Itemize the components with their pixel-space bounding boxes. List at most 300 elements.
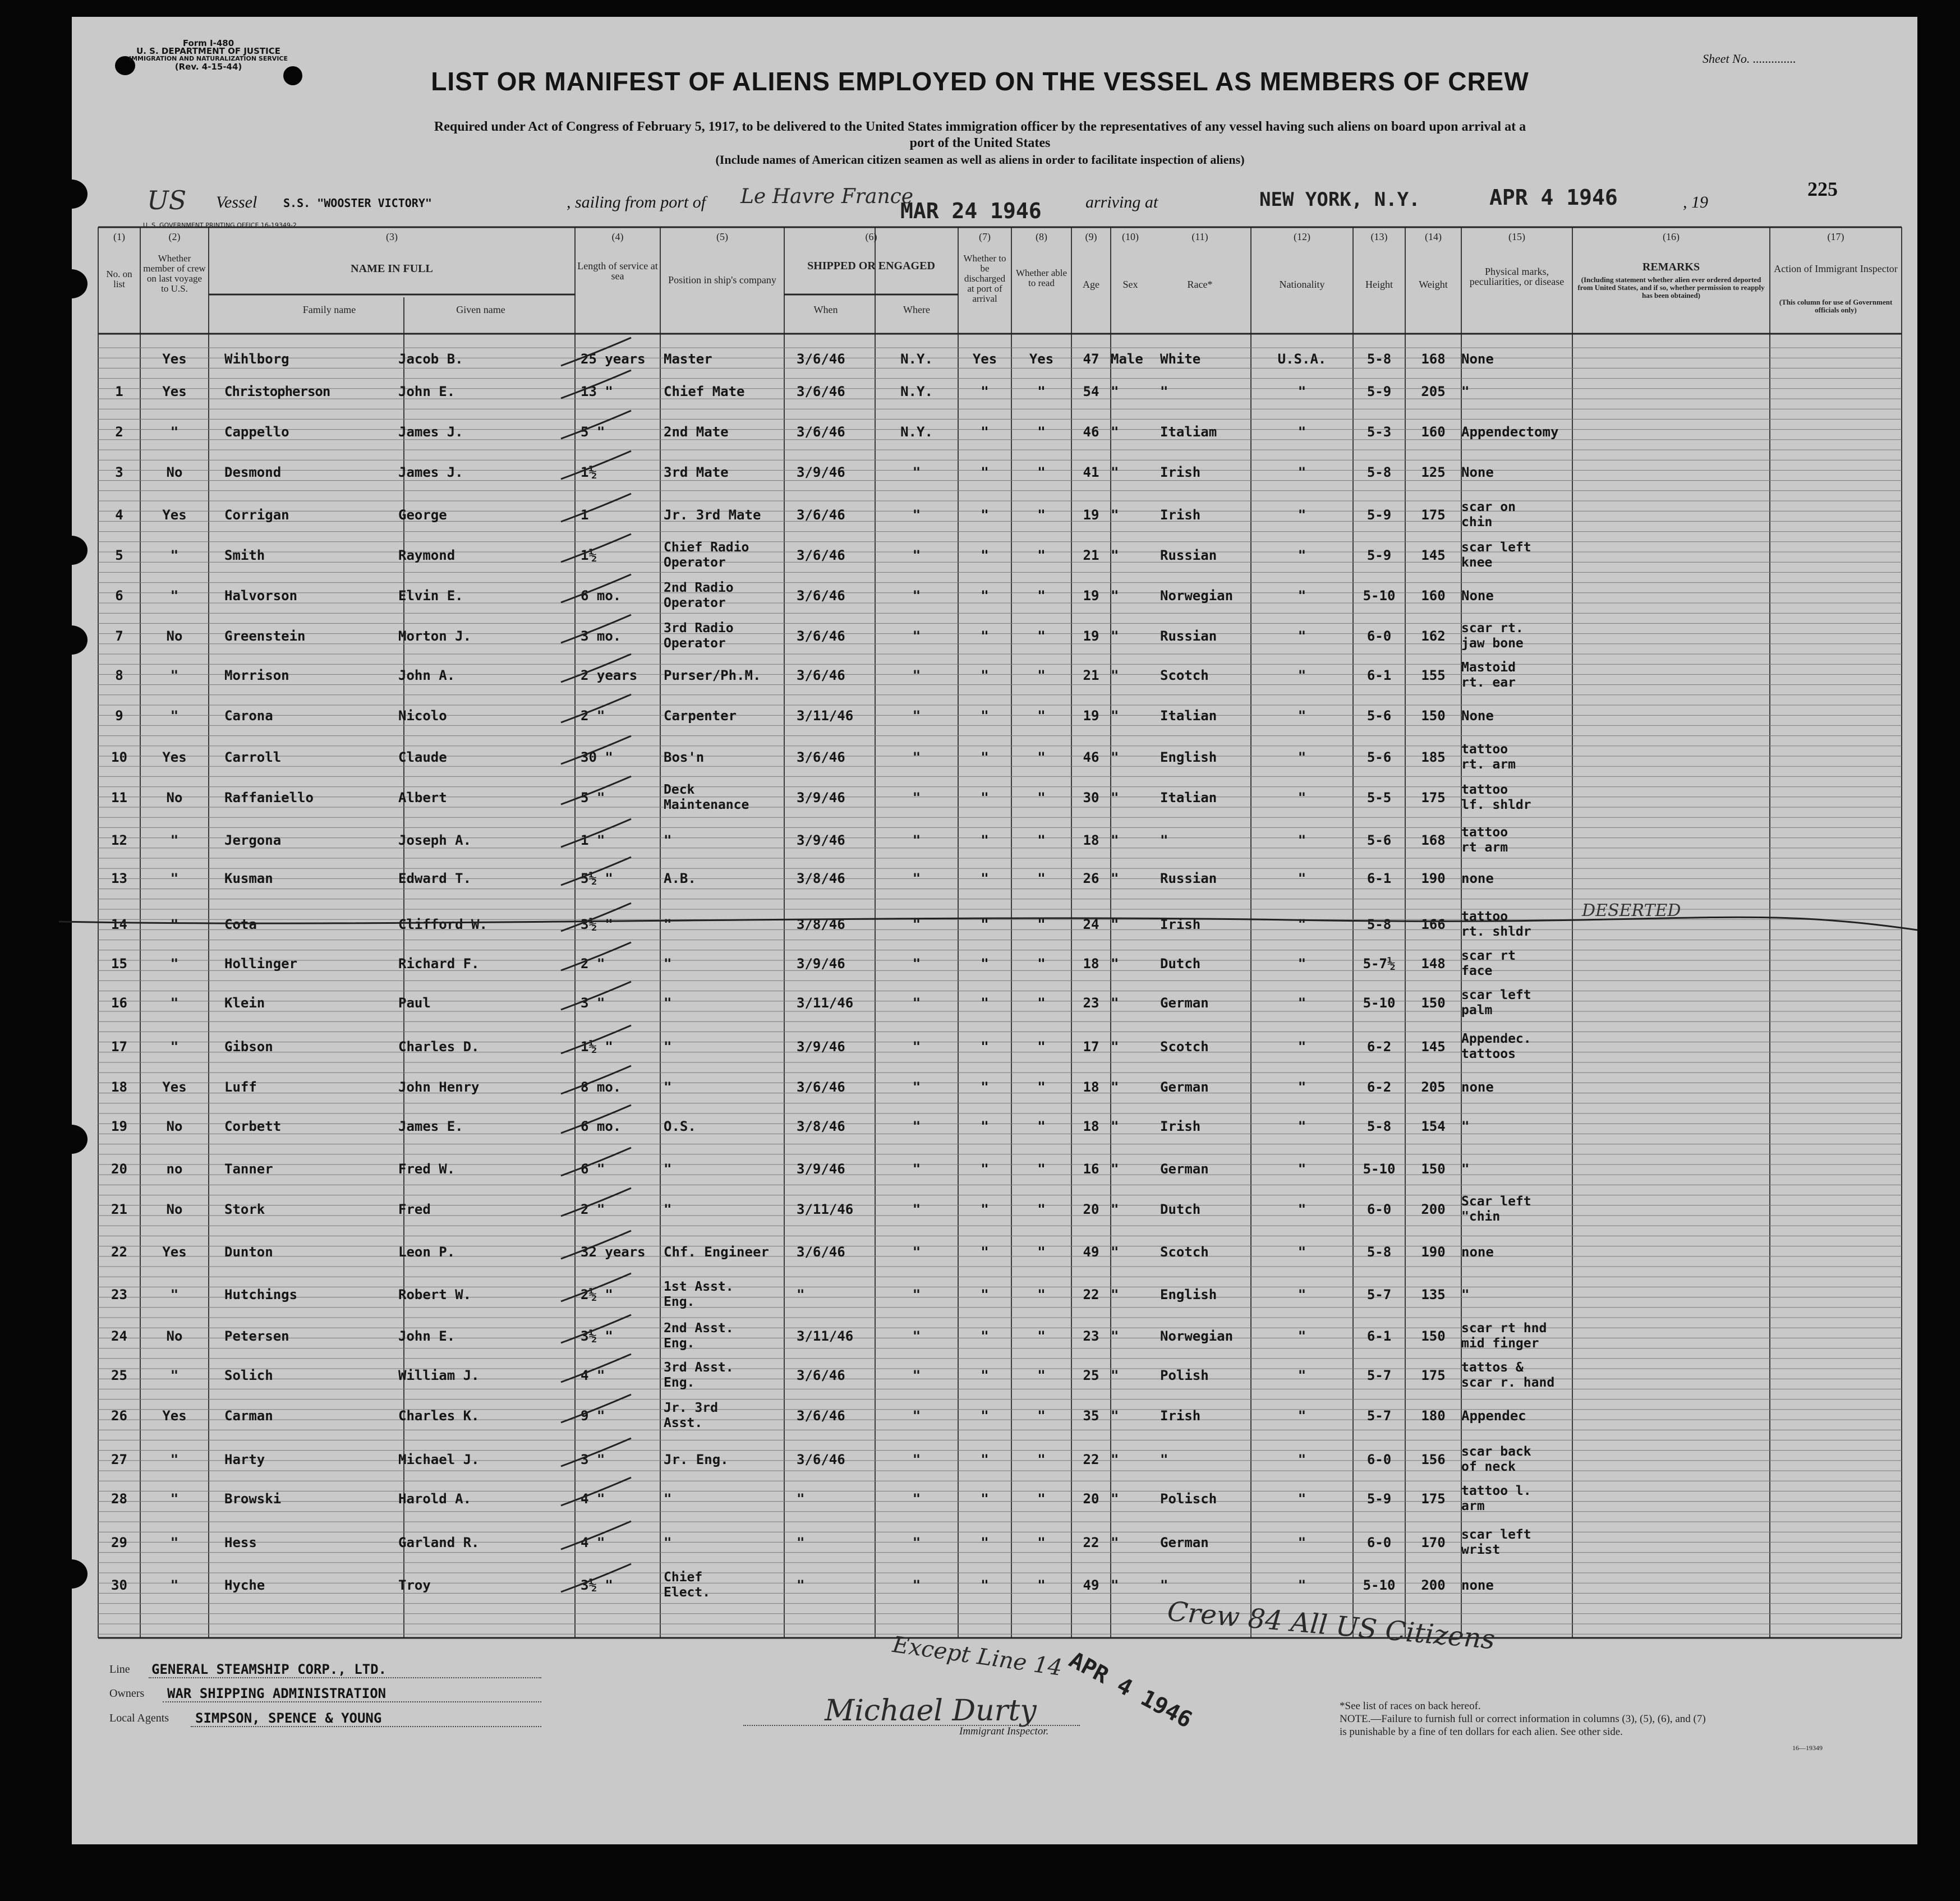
cell-age: 19 <box>1083 628 1099 644</box>
cell-weight: 160 <box>1421 588 1446 604</box>
cell-height: 6-0 <box>1367 1535 1392 1550</box>
cell-given: James E. <box>398 1118 463 1134</box>
cell-read: " <box>1037 1408 1046 1424</box>
cell-where: " <box>912 1491 921 1507</box>
cell-family: Desmond <box>224 464 282 480</box>
service-slash-mark <box>561 857 631 885</box>
cell-disch: " <box>981 547 989 563</box>
cell-family: Petersen <box>224 1328 289 1344</box>
cell-age: 21 <box>1083 547 1099 563</box>
cell-family: Corrigan <box>224 507 289 523</box>
cell-disch: " <box>981 1328 989 1344</box>
column-header: Height <box>1365 279 1393 290</box>
cell-service: 6 " <box>581 1161 605 1177</box>
cell-given: Jacob B. <box>398 351 463 367</box>
cell-marks: scar left wrist <box>1461 1527 1531 1557</box>
cell-race: Scotch <box>1160 1244 1209 1260</box>
cell-position: Jr. Eng. <box>664 1452 729 1467</box>
cell-weight: 200 <box>1421 1202 1446 1217</box>
cell-where: " <box>912 1408 921 1424</box>
cell-sex: " <box>1111 1452 1119 1467</box>
cell-marks: scar rt face <box>1461 949 1516 978</box>
cell-no: 27 <box>111 1452 127 1467</box>
cell-weight: 162 <box>1421 628 1446 644</box>
cell-service: 3½ " <box>581 1328 613 1344</box>
column-subheader: Given name <box>456 304 505 315</box>
cell-family: Kusman <box>224 871 273 886</box>
cell-crew: " <box>170 1577 179 1593</box>
cell-position: 3rd Mate <box>664 464 729 480</box>
cell-weight: 125 <box>1421 464 1446 480</box>
cell-no: 2 <box>115 424 123 440</box>
cell-age: 35 <box>1083 1408 1099 1424</box>
cell-nat: " <box>1298 708 1306 724</box>
cell-service: 6 mo. <box>581 588 622 604</box>
cell-age: 19 <box>1083 507 1099 523</box>
cell-read: " <box>1037 832 1046 848</box>
cell-disch: " <box>981 790 989 805</box>
cell-no: 25 <box>111 1368 127 1383</box>
cell-when: 3/9/46 <box>797 832 845 848</box>
cell-marks: None <box>1461 708 1494 724</box>
cell-no: 7 <box>115 628 123 644</box>
cell-sex: " <box>1111 871 1119 886</box>
cell-height: 5-6 <box>1367 832 1392 848</box>
cell-given: Fred <box>398 1202 431 1217</box>
cell-marks: Appendectomy <box>1461 424 1559 440</box>
cell-when: 3/6/46 <box>797 547 845 563</box>
cell-position: 2nd Mate <box>664 424 729 440</box>
cell-service: 4 " <box>581 1491 605 1507</box>
cell-no: 14 <box>111 917 127 932</box>
column-header: Age <box>1083 279 1099 290</box>
cell-when: 3/6/46 <box>797 749 845 765</box>
cell-service: 1 <box>581 507 589 523</box>
cell-when: 3/8/46 <box>797 871 845 886</box>
cell-when: 3/6/46 <box>797 1079 845 1095</box>
cell-no: 23 <box>111 1287 127 1302</box>
cell-no: 21 <box>111 1202 127 1217</box>
owners-label: Owners <box>109 1687 145 1700</box>
cell-where: " <box>912 790 921 805</box>
cell-position: Chf. Engineer <box>664 1244 769 1260</box>
cell-where: " <box>912 1079 921 1095</box>
cell-read: " <box>1037 1079 1046 1095</box>
cell-sex: " <box>1111 1118 1119 1134</box>
cell-disch: " <box>981 384 989 399</box>
cell-service: 4 " <box>581 1535 605 1550</box>
cell-service: 9 " <box>581 1408 605 1424</box>
cell-no: 12 <box>111 832 127 848</box>
cell-when: 3/6/46 <box>797 628 845 644</box>
cell-given: Claude <box>398 749 447 765</box>
cell-disch: " <box>981 1408 989 1424</box>
cell-read: " <box>1037 1039 1046 1055</box>
cell-given: Paul <box>398 995 431 1011</box>
cell-race: Italian <box>1160 708 1217 724</box>
cell-read: " <box>1037 995 1046 1011</box>
cell-disch: " <box>981 708 989 724</box>
cell-where: " <box>912 1039 921 1055</box>
cell-nat: " <box>1298 1535 1306 1550</box>
cell-marks: " <box>1461 1287 1470 1302</box>
cell-position: " <box>664 1039 672 1055</box>
cell-height: 5-7 <box>1367 1368 1392 1383</box>
cell-crew: " <box>170 424 179 440</box>
column-subheader: Family name <box>302 304 356 315</box>
cell-where: " <box>912 507 921 523</box>
service-slash-mark <box>561 451 631 479</box>
cell-read: " <box>1037 1328 1046 1344</box>
column-number: (11) <box>1191 231 1208 242</box>
cell-given: Charles D. <box>398 1039 480 1055</box>
cell-weight: 150 <box>1421 1328 1446 1344</box>
cell-disch: " <box>981 424 989 440</box>
cell-sex: " <box>1111 790 1119 805</box>
cell-disch: " <box>981 1287 989 1302</box>
note-line-2: is punishable by a fine of ten dollars for each alien. See other side. <box>1340 1726 1623 1738</box>
cell-given: Leon P. <box>398 1244 456 1260</box>
printing-office-code: U. S. GOVERNMENT PRINTING OFFICE 16-19349-2 <box>143 222 297 229</box>
service-slash-mark <box>561 982 631 1010</box>
column-header: Sex <box>1122 279 1138 290</box>
cell-height: 5-6 <box>1367 749 1392 765</box>
cell-service: 3 " <box>581 1452 605 1467</box>
column-number: (16) <box>1663 231 1680 242</box>
service-slash-mark <box>561 736 631 764</box>
cell-service: 2½ " <box>581 1287 613 1302</box>
cell-crew: " <box>170 871 179 886</box>
cell-height: 5-9 <box>1367 1491 1392 1507</box>
cell-sex: " <box>1111 1535 1119 1550</box>
cell-age: 46 <box>1083 749 1099 765</box>
cell-race: Scotch <box>1160 1039 1209 1055</box>
sheet-number-label: Sheet No. .............. <box>1703 52 1796 66</box>
cell-service: 3½ " <box>581 1577 613 1593</box>
cell-race: Norwegian <box>1160 588 1234 604</box>
cell-nat: " <box>1298 995 1306 1011</box>
service-slash-mark <box>561 903 631 931</box>
cell-position: Chief Radio Operator <box>664 540 749 570</box>
cell-height: 5-8 <box>1367 917 1392 932</box>
column-number: (13) <box>1370 231 1388 242</box>
cell-family: Morrison <box>224 668 289 683</box>
cell-no: 20 <box>111 1161 127 1177</box>
cell-service: 8 mo. <box>581 1079 622 1095</box>
cell-age: 25 <box>1083 1368 1099 1383</box>
cell-when: 3/8/46 <box>797 1118 845 1134</box>
service-slash-mark <box>561 1394 631 1423</box>
cell-crew: " <box>170 668 179 683</box>
column-header: Length of service at sea <box>577 260 658 282</box>
cell-disch: " <box>981 749 989 765</box>
cell-nat: " <box>1298 1368 1306 1383</box>
sailing-label: , sailing from port of <box>567 193 706 211</box>
column-number: (1) <box>113 231 125 242</box>
cell-family: Smith <box>224 547 265 563</box>
cell-where: " <box>912 588 921 604</box>
cell-nat: " <box>1298 1161 1306 1177</box>
cell-read: " <box>1037 1244 1046 1260</box>
cell-where: " <box>912 1244 921 1260</box>
cell-when: 3/6/46 <box>797 1244 845 1260</box>
column-number: (9) <box>1085 231 1097 242</box>
cell-when: 3/6/46 <box>797 424 845 440</box>
cell-no: 8 <box>115 668 123 683</box>
cell-marks: scar rt hnd mid finger <box>1461 1321 1547 1351</box>
cell-where: " <box>912 1287 921 1302</box>
cell-where: " <box>912 1368 921 1383</box>
column-header: SHIPPED OR ENGAGED <box>807 260 935 272</box>
cell-marks: none <box>1461 1577 1494 1593</box>
cell-where: " <box>912 464 921 480</box>
cell-disch: " <box>981 917 989 932</box>
cell-service: 2 years <box>581 668 638 683</box>
cell-no: 18 <box>111 1079 127 1095</box>
cell-disch: " <box>981 1535 989 1550</box>
cell-read: " <box>1037 1202 1046 1217</box>
cell-sex: " <box>1111 547 1119 563</box>
cell-age: 19 <box>1083 588 1099 604</box>
cell-marks: tattoo rt. shldr <box>1461 909 1531 939</box>
cell-crew: " <box>170 832 179 848</box>
cell-given: Edward T. <box>398 871 472 886</box>
cell-disch: " <box>981 464 989 480</box>
cell-weight: 168 <box>1421 351 1446 367</box>
service-slash-mark <box>561 1188 631 1216</box>
cell-read: " <box>1037 1491 1046 1507</box>
port-from: Le Havre France <box>740 185 914 208</box>
cell-marks: None <box>1461 464 1494 480</box>
cell-sex: " <box>1111 1244 1119 1260</box>
cell-when: 3/6/46 <box>797 507 845 523</box>
cell-disch: " <box>981 1577 989 1593</box>
cell-crew: No <box>166 790 183 805</box>
cell-weight: 175 <box>1421 1368 1446 1383</box>
cell-sex: " <box>1111 668 1119 683</box>
cell-nat: " <box>1298 1287 1306 1302</box>
cell-no: 19 <box>111 1118 127 1134</box>
cell-crew: " <box>170 1287 179 1302</box>
cell-position: " <box>664 995 672 1011</box>
cell-marks: scar rt. jaw bone <box>1461 621 1524 651</box>
column-header: Physical marks, peculiarities, or disease <box>1469 266 1565 287</box>
cell-no: 22 <box>111 1244 127 1260</box>
inspector-label: Immigrant Inspector. <box>959 1725 1049 1737</box>
cell-service: 2 " <box>581 956 605 972</box>
cell-race: English <box>1160 749 1217 765</box>
cell-race: " <box>1160 384 1168 399</box>
cell-position: Chief Elect. <box>664 1570 711 1600</box>
cell-nat: " <box>1298 1452 1306 1467</box>
column-subheader: Where <box>903 304 930 315</box>
cell-weight: 180 <box>1421 1408 1446 1424</box>
column-number: (5) <box>716 231 728 242</box>
cell-family: Browski <box>224 1491 282 1507</box>
cell-marks: tattoo rt. arm <box>1461 742 1516 772</box>
column-number: (8) <box>1036 231 1047 242</box>
cell-family: Tanner <box>224 1161 273 1177</box>
cell-disch: " <box>981 956 989 972</box>
cell-service: 13 " <box>581 384 613 399</box>
cell-family: Hess <box>224 1535 257 1550</box>
cell-weight: 166 <box>1421 917 1446 932</box>
agents-value: SIMPSON, SPENCE & YOUNG <box>195 1710 382 1726</box>
line-label: Line <box>109 1663 130 1676</box>
cell-position: 2nd Asst. Eng. <box>664 1321 734 1351</box>
cell-when: 3/6/46 <box>797 1368 845 1383</box>
service-slash-mark <box>561 1438 631 1466</box>
cell-weight: 170 <box>1421 1535 1446 1550</box>
cell-where: " <box>912 956 921 972</box>
cell-family: Raffaniello <box>224 790 314 805</box>
cell-marks: tattoo rt arm <box>1461 825 1508 855</box>
cell-disch: " <box>981 668 989 683</box>
cell-age: 20 <box>1083 1202 1099 1217</box>
cell-crew: No <box>166 464 183 480</box>
cell-when: 3/9/46 <box>797 1039 845 1055</box>
cell-given: John Henry <box>398 1079 480 1095</box>
cell-when: 3/6/46 <box>797 1408 845 1424</box>
service-slash-mark <box>561 1477 631 1506</box>
column-header: Position in ship's company <box>668 274 776 286</box>
cell-no: 5 <box>115 547 123 563</box>
cell-age: 47 <box>1083 351 1099 367</box>
cell-crew: " <box>170 956 179 972</box>
cell-sex: " <box>1111 1039 1119 1055</box>
cell-age: 16 <box>1083 1161 1099 1177</box>
cell-crew: Yes <box>162 749 187 765</box>
cell-given: Joseph A. <box>398 832 472 848</box>
cell-sex: " <box>1111 917 1119 932</box>
cell-family: Christopherson <box>224 384 330 399</box>
print-code: 16—19349 <box>1792 1744 1823 1752</box>
service-slash-mark <box>561 1521 631 1549</box>
cell-sex: " <box>1111 464 1119 480</box>
inspector-signature: Michael Durty <box>825 1694 1037 1728</box>
cell-given: William J. <box>398 1368 480 1383</box>
cell-service: 30 " <box>581 749 613 765</box>
cell-age: 22 <box>1083 1287 1099 1302</box>
cell-race: Polisch <box>1160 1491 1217 1507</box>
service-slash-mark <box>561 534 631 562</box>
cell-family: Greenstein <box>224 628 306 644</box>
cell-read: " <box>1037 547 1046 563</box>
cell-when: 3/9/46 <box>797 1161 845 1177</box>
cell-position: " <box>664 1491 672 1507</box>
cell-race: Irish <box>1160 464 1201 480</box>
cell-race: White <box>1160 351 1201 367</box>
cell-marks: scar back of neck <box>1461 1444 1531 1474</box>
cell-crew: Yes <box>162 384 187 399</box>
cell-given: Charles K. <box>398 1408 480 1424</box>
cell-sex: " <box>1111 832 1119 848</box>
cell-crew: " <box>170 1452 179 1467</box>
cell-service: 3 " <box>581 995 605 1011</box>
cell-where: " <box>912 1118 921 1134</box>
cell-height: 6-0 <box>1367 628 1392 644</box>
cell-height: 5-8 <box>1367 464 1392 480</box>
service-slash-mark <box>561 370 631 398</box>
cell-crew: " <box>170 1039 179 1055</box>
cell-race: " <box>1160 1577 1168 1593</box>
cell-sex: " <box>1111 384 1119 399</box>
cell-nat: " <box>1298 1118 1306 1134</box>
column-subheader: When <box>813 304 838 315</box>
cell-height: 5-7½ <box>1363 956 1396 972</box>
cell-family: Corbett <box>224 1118 282 1134</box>
service-slash-mark <box>561 1231 631 1259</box>
service-slash-mark <box>561 1025 631 1053</box>
column-number: (4) <box>611 231 624 242</box>
cell-given: Robert W. <box>398 1287 472 1302</box>
arrival-date-stamp: APR 4 1946 <box>1489 185 1618 210</box>
cell-family: Klein <box>224 995 265 1011</box>
cell-sex: Male <box>1111 351 1143 367</box>
cell-no: 24 <box>111 1328 127 1344</box>
cell-age: 41 <box>1083 464 1099 480</box>
cell-family: Carroll <box>224 749 282 765</box>
cell-position: Master <box>664 351 712 367</box>
cell-given: Fred W. <box>398 1161 456 1177</box>
cell-weight: 190 <box>1421 871 1446 886</box>
cell-sex: " <box>1111 1287 1119 1302</box>
cell-marks: scar left palm <box>1461 988 1531 1018</box>
service-slash-mark <box>561 1105 631 1133</box>
service-slash-mark <box>561 776 631 804</box>
cell-given: Albert <box>398 790 447 805</box>
cell-service: 2 " <box>581 1202 605 1217</box>
cell-disch: " <box>981 1161 989 1177</box>
cell-nat: " <box>1298 628 1306 644</box>
cell-position: " <box>664 917 672 932</box>
column-number: (12) <box>1294 231 1310 242</box>
cell-disch: " <box>981 1244 989 1260</box>
cell-family: Carona <box>224 708 273 724</box>
cell-age: 20 <box>1083 1491 1099 1507</box>
cell-when: 3/11/46 <box>797 1328 854 1344</box>
cell-nat: " <box>1298 424 1306 440</box>
service-slash-mark <box>561 574 631 602</box>
cell-nat: " <box>1298 668 1306 683</box>
cell-age: 23 <box>1083 995 1099 1011</box>
cell-family: Solich <box>224 1368 273 1383</box>
cell-crew: No <box>166 1202 183 1217</box>
cell-age: 17 <box>1083 1039 1099 1055</box>
cell-race: Dutch <box>1160 1202 1201 1217</box>
vessel-label: Vessel <box>216 193 257 211</box>
cell-no: 29 <box>111 1535 127 1550</box>
cell-weight: 145 <box>1421 547 1446 563</box>
cell-sex: " <box>1111 1491 1119 1507</box>
cell-where: " <box>912 1535 921 1550</box>
cell-crew: " <box>170 547 179 563</box>
cell-disch: " <box>981 871 989 886</box>
cell-position: " <box>664 1202 672 1217</box>
cell-service: 3 mo. <box>581 628 622 644</box>
cell-nat: " <box>1298 1328 1306 1344</box>
us-mark: US <box>147 185 187 215</box>
cell-nat: U.S.A. <box>1277 351 1327 367</box>
cell-given: Harold A. <box>398 1491 472 1507</box>
cell-nat: " <box>1298 1491 1306 1507</box>
cell-marks: None <box>1461 351 1494 367</box>
cell-no: 1 <box>115 384 123 399</box>
cell-height: 5-7 <box>1367 1287 1392 1302</box>
cell-read: " <box>1037 507 1046 523</box>
cell-family: Wihlborg <box>224 351 289 367</box>
cell-no: 9 <box>115 708 123 724</box>
